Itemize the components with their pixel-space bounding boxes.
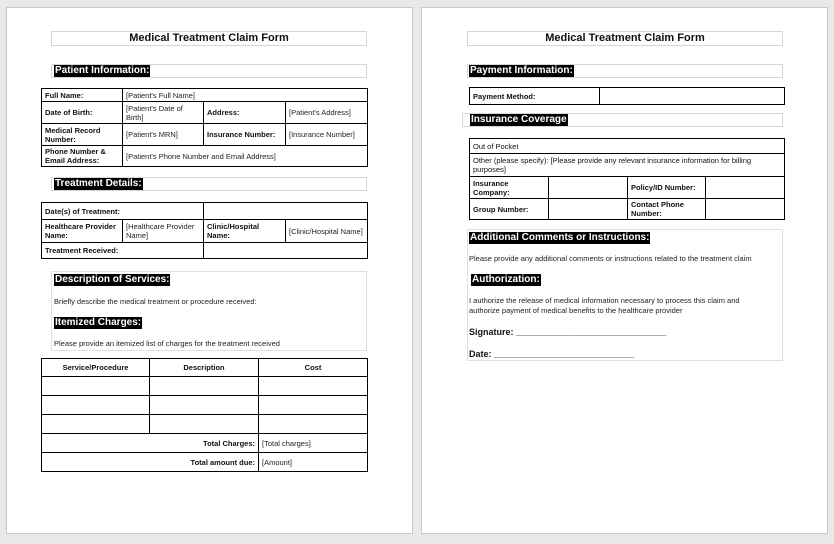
provider-field[interactable]: [Healthcare Provider Name] <box>123 220 204 243</box>
phone-field[interactable]: [Patient's Phone Number and Email Address] <box>123 146 368 167</box>
treatment-details-table <box>41 202 368 259</box>
comments-heading: Additional Comments or Instructions: <box>470 232 650 243</box>
column-header-cost: Cost <box>259 359 368 377</box>
dob-field[interactable]: [Patient's Date of Birth] <box>123 102 204 124</box>
description-cell[interactable] <box>150 396 259 415</box>
authorization-heading: Authorization: <box>472 274 540 285</box>
cost-cell[interactable] <box>259 415 368 434</box>
amount-due-label: Total amount due: <box>42 453 259 472</box>
signature-line[interactable]: Signature: ______________________________ <box>469 327 667 337</box>
itemized-heading: Itemized Charges: <box>55 317 142 328</box>
page-title: Medical Treatment Claim Form <box>51 31 367 46</box>
treatment-received-field[interactable] <box>204 243 368 259</box>
policy-number-field[interactable] <box>706 177 785 199</box>
clinic-field[interactable]: [Clinic/Hospital Name] <box>286 220 368 243</box>
date-line[interactable]: Date: ____________________________ <box>469 349 635 359</box>
services-text: Briefly describe the medical treatment or procedure received: <box>54 297 257 306</box>
dob-label: Date of Birth: <box>42 102 123 124</box>
insurance-company-field[interactable] <box>549 177 628 199</box>
insurance-number-field[interactable]: [Insurance Number] <box>286 124 368 146</box>
insurance-table <box>469 138 785 220</box>
treatment-received-label: Treatment Received: <box>42 243 204 259</box>
full-name-field[interactable]: [Patient's Full Name] <box>123 89 368 102</box>
contact-phone-field[interactable] <box>706 199 785 220</box>
contact-phone-label: Contact Phone Number: <box>628 199 706 220</box>
section-header-patient <box>51 64 367 78</box>
insurance-company-label: Insurance Company: <box>470 177 549 199</box>
cost-cell[interactable] <box>259 377 368 396</box>
dates-label: Date(s) of Treatment: <box>42 203 204 220</box>
table-row <box>42 415 368 434</box>
out-of-pocket-option[interactable]: Out of Pocket <box>470 139 785 154</box>
address-field[interactable]: [Patient's Address] <box>286 102 368 124</box>
patient-info-table <box>41 88 368 167</box>
section-heading: Patient Information: <box>55 65 150 76</box>
service-cell[interactable] <box>42 396 150 415</box>
section-heading: Insurance Coverage <box>471 114 567 125</box>
form-page-1 <box>6 7 413 534</box>
table-row <box>42 396 368 415</box>
full-name-label: Full Name: <box>42 89 123 102</box>
comments-text[interactable]: Please provide any additional comments or instructions related to the treatment claim <box>469 254 752 263</box>
column-header-service: Service/Procedure <box>42 359 150 377</box>
authorization-text: I authorize the release of medical information necessary to process this claim and authorize payment of medical benefits to the healthcare provider <box>469 296 740 315</box>
payment-method-field[interactable] <box>600 88 785 105</box>
section-header-insurance <box>462 113 783 127</box>
group-number-field[interactable] <box>549 199 628 220</box>
mrn-label: Medical Record Number: <box>42 124 123 146</box>
services-heading: Description of Services: <box>55 274 170 285</box>
section-heading: Treatment Details: <box>55 178 142 189</box>
itemized-text: Please provide an itemized list of charges for the treatment received <box>54 339 280 348</box>
dates-field[interactable] <box>204 203 368 220</box>
description-cell[interactable] <box>150 415 259 434</box>
address-label: Address: <box>204 102 286 124</box>
table-row <box>42 377 368 396</box>
clinic-label: Clinic/Hospital Name: <box>204 220 286 243</box>
policy-number-label: Policy/ID Number: <box>628 177 706 199</box>
payment-method-label: Payment Method: <box>470 88 600 105</box>
total-charges-field[interactable]: [Total charges] <box>259 434 368 453</box>
insurance-number-label: Insurance Number: <box>204 124 286 146</box>
comments-authorization-box <box>467 229 783 361</box>
service-cell[interactable] <box>42 377 150 396</box>
form-page-2 <box>421 7 828 534</box>
charges-table <box>41 358 368 472</box>
other-insurance-option[interactable]: Other (please specify): [Please provide any relevant insurance information for billing purposes] <box>470 154 785 177</box>
service-cell[interactable] <box>42 415 150 434</box>
cost-cell[interactable] <box>259 396 368 415</box>
page-title: Medical Treatment Claim Form <box>467 31 783 46</box>
description-cell[interactable] <box>150 377 259 396</box>
payment-table <box>469 87 785 105</box>
group-number-label: Group Number: <box>470 199 549 220</box>
section-header-treatment <box>51 177 367 191</box>
provider-label: Healthcare Provider Name: <box>42 220 123 243</box>
services-box <box>51 271 367 351</box>
column-header-description: Description <box>150 359 259 377</box>
total-charges-label: Total Charges: <box>42 434 259 453</box>
phone-label: Phone Number & Email Address: <box>42 146 123 167</box>
amount-due-field[interactable]: [Amount] <box>259 453 368 472</box>
mrn-field[interactable]: [Patient's MRN] <box>123 124 204 146</box>
section-heading: Payment Information: <box>470 65 573 76</box>
section-header-payment <box>467 64 783 78</box>
